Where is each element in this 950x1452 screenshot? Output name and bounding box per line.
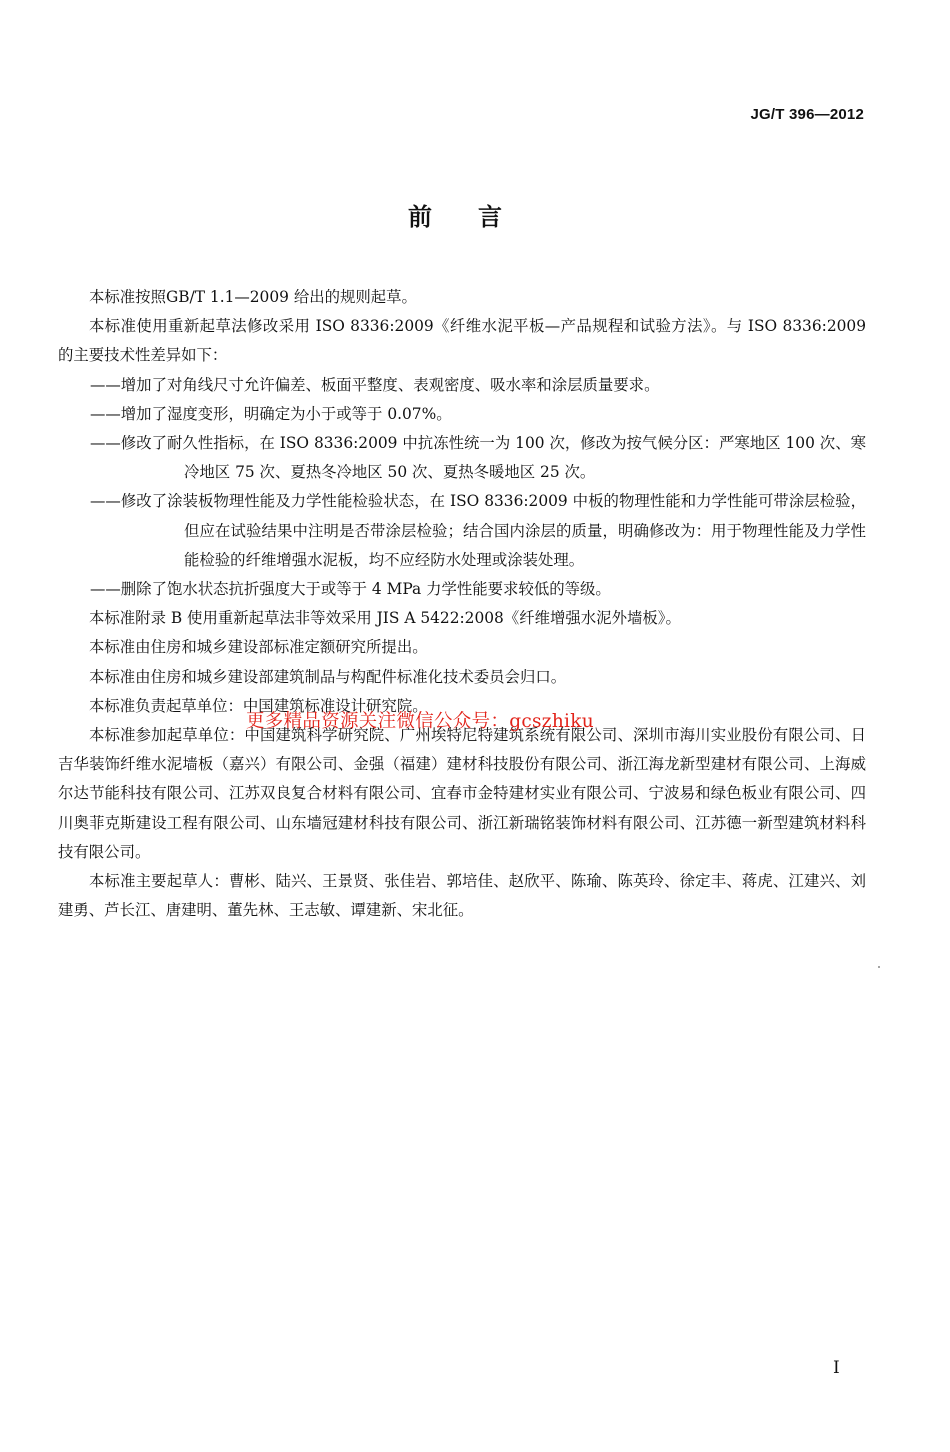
difference-item-3: ——修改了耐久性指标，在 ISO 8336:2009 中抗冻性统一为 100 次，修改为按气候分区：严寒地区 100 次、寒冷地区 75 次、夏热冬冷地区 50 次、夏热冬暖地区 25 次。: [90, 434, 866, 482]
paragraph-main-drafters: 本标准主要起草人：曹彬、陆兴、王景贤、张佳岩、郭培佳、赵欣平、陈瑜、陈英玲、徐定丰、蒋虎、江建兴、刘建勇、芦长江、唐建明、董先林、王志敏、谭建新、宋北征。: [58, 872, 866, 920]
scan-speck: [878, 966, 880, 968]
paragraph-drafting-rules: 本标准按照GB/T 1.1—2009 给出的规则起草。: [89, 288, 417, 306]
paragraph-lead-drafter: 本标准负责起草单位：中国建筑标准设计研究院。: [89, 696, 428, 715]
page-number: I: [833, 1358, 840, 1378]
paragraph-annex-b: 本标准附录 B 使用重新起草法非等效采用 JIS A 5422:2008《纤维增强水泥外墙板》。: [89, 609, 681, 628]
difference-item-5: ——删除了饱水状态抗折强度大于或等于 4 MPa 力学性能要求较低的等级。: [90, 580, 611, 599]
difference-item-2: ——增加了湿度变形，明确定为小于或等于 0.07%。: [90, 404, 452, 423]
watermark-text: 更多精品资源关注微信公众号：gcszhiku: [246, 711, 595, 732]
paragraph-committee: 本标准由住房和城乡建设部建筑制品与构配件标准化技术委员会归口。: [89, 667, 567, 686]
difference-item-1: ——增加了对角线尺寸允许偏差、板面平整度、表观密度、吸水率和涂层质量要求。: [90, 375, 660, 394]
paragraph-proposer: 本标准由住房和城乡建设部标准定额研究所提出。: [89, 638, 428, 657]
difference-item-4: ——修改了涂装板物理性能及力学性能检验状态，在 ISO 8336:2009 中板的物理性能和力学性能可带涂层检验，但应在试验结果中注明是否带涂层检验；结合国内涂层的质量，明确修改为：用于物理性能及力学性能检验的纤维增强水泥板，均不应经防水处理或涂装处理。: [90, 492, 866, 569]
foreword-body: [58, 283, 866, 925]
standard-code: JG/T 396—2012: [750, 106, 864, 123]
paragraph-iso-adoption: 本标准使用重新起草法修改采用 ISO 8336:2009《纤维水泥平板—产品规程和试验方法》。与 ISO 8336:2009 的主要技术性差异如下：: [58, 317, 866, 365]
paragraph-participating-drafters: 本标准参加起草单位：中国建筑科学研究院、广州埃特尼特建筑系统有限公司、深圳市海川实业股份有限公司、日吉华装饰纤维水泥墙板（嘉兴）有限公司、金强（福建）建材科技股份有限公司、浙江海龙新型建材有限公司、上海威尔达节能科技有限公司、江苏双良复合材料有限公司、宜春市金特建材实业有限公司、宁波易和绿色板业有限公司、四川奥菲克斯建设工程有限公司、山东墙冠建材科技有限公司、浙江新瑞铭装饰材料有限公司、江苏德一新型建筑材料科技有限公司。: [58, 726, 866, 861]
page-title: 前言: [408, 203, 548, 231]
